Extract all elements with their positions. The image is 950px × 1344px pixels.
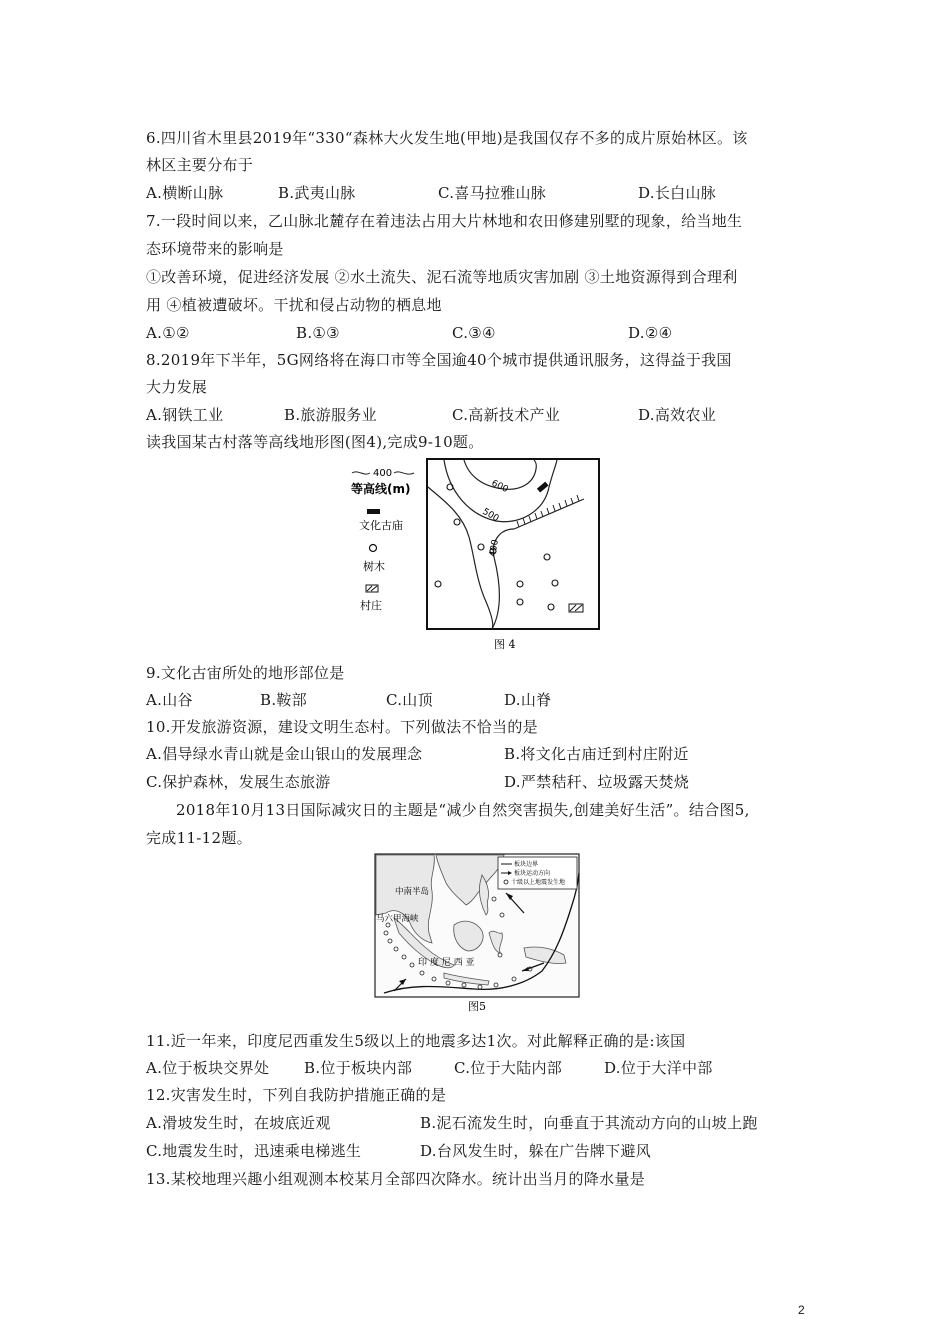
temple-marker	[537, 482, 549, 493]
q9-stem: 9.文化古宙所处的地形部位是	[146, 664, 345, 682]
q11-stem: 11.近一年来，印度尼西重发生5级以上的地震多达1次。对此解释正确的是:该国	[146, 1032, 686, 1050]
q12-option-b: B.泥石流发生时，向垂直于其流动方向的山坡上跑	[420, 1114, 758, 1132]
q6-stem-line1: 6.四川省木里县2019年“330“森林大火发生地(甲地)是我国仅存不多的成片原始林区。该	[146, 129, 748, 147]
q12-stem: 12.灾害发生时，下列自我防护措施正确的是	[146, 1086, 447, 1104]
legend-contour-value: 400	[373, 468, 393, 479]
legend-tree-label: 树木	[363, 560, 385, 573]
label-indonesia: 印 度 尼 西 亚	[418, 958, 475, 968]
q10-option-d: D.严禁秸秆、垃圾露天焚烧	[504, 773, 690, 791]
plate-map-svg	[374, 853, 580, 1015]
q8-option-a: A.钢铁工业	[146, 406, 224, 424]
q10-option-a: A.倡导绿水青山就是金山银山的发展理念	[146, 745, 423, 763]
figure-4-contour-map	[344, 457, 606, 657]
tree-marker	[435, 581, 441, 587]
q7-option-a: A.①②	[146, 324, 190, 342]
q13-stem: 13.某校地理兴趣小组观测本校某月全部四次降水。统计出当月的降水量是	[146, 1170, 646, 1188]
intro-11-12-line2: 完成11-12题。	[146, 829, 252, 847]
figure-5-caption: 图5	[468, 1000, 486, 1013]
q6-option-d: D.长白山脉	[638, 184, 717, 202]
label-strait: 马六甲海峡	[376, 914, 419, 924]
q7-stem-line4: 用 ④植被遭破坏。干扰和侵占动物的栖息地	[146, 296, 442, 314]
q7-stem-line1: 7.一段时间以来，乙山脉北麓存在着违法占用大片林地和农田修建别墅的现象，给当地生	[146, 212, 743, 230]
q7-option-d: D.②④	[628, 324, 673, 342]
legend-contour-sample-right	[394, 472, 414, 474]
q10-option-c: C.保护森林，发展生态旅游	[146, 773, 331, 791]
q7-option-b: B.①③	[296, 324, 340, 342]
legend-quake-label: 十级以上地震发生地	[511, 879, 566, 886]
legend-tree-icon	[370, 545, 377, 552]
q6-option-b: B.武夷山脉	[278, 184, 356, 202]
q12-option-d: D.台风发生时，躲在广告牌下避风	[420, 1142, 652, 1160]
tree-marker	[544, 554, 550, 560]
tree-marker	[517, 581, 523, 587]
legend-contour-label: 等高线(m)	[351, 482, 411, 496]
contour-map-svg	[344, 457, 606, 657]
q10-option-b: B.将文化古庙迁到村庄附近	[504, 745, 689, 763]
q7-stem-line2: 态环境带来的影响是	[146, 240, 284, 258]
q11-option-b: B.位于板块内部	[304, 1059, 413, 1077]
q8-stem-line1: 8.2019年下半年，5G网络将在海口市等全国逾40个城市提供通讯服务，这得益于我国	[146, 351, 732, 369]
tree-marker	[478, 544, 484, 550]
q6-option-c: C.喜马拉雅山脉	[438, 184, 547, 202]
contour-label-500: 500	[480, 506, 501, 525]
q6-option-a: A.横断山脉	[146, 184, 224, 202]
page-number: 2	[798, 1303, 805, 1317]
tree-marker	[548, 604, 554, 610]
legend-temple-icon	[367, 509, 380, 514]
q9-option-c: C.山顶	[386, 691, 433, 709]
legend-motion-label: 板块运动方向	[514, 870, 551, 877]
q9-option-b: B.鞍部	[260, 691, 307, 709]
q8-option-b: B.旅游服务业	[284, 406, 377, 424]
q12-option-a: A.滑坡发生时，在坡底近观	[146, 1114, 331, 1132]
figure-5-plate-map	[374, 853, 580, 1015]
q12-option-c: C.地震发生时，迅速乘电梯逃生	[146, 1142, 362, 1160]
figure-4-caption: 图 4	[494, 638, 516, 651]
contour-label-600: 600	[489, 478, 510, 495]
q8-option-d: D.高效农业	[638, 406, 717, 424]
q8-option-c: C.高新技术产业	[452, 406, 561, 424]
legend-temple-label: 文化古庙	[359, 519, 403, 532]
q7-stem-line3: ①改善环境，促进经济发展 ②水土流失、泥石流等地质灾害加剧 ③土地资源得到合理利	[146, 268, 738, 286]
label-peninsula: 中南半岛	[395, 887, 430, 897]
intro-11-12-line1: 2018年10月13日国际减灾日的主题是“减少自然突害损失,创建美好生活”。结合图5,	[176, 801, 750, 819]
tree-marker	[517, 599, 523, 605]
q9-option-d: D.山脊	[504, 691, 552, 709]
cliff-hatch	[517, 495, 579, 527]
q11-option-d: D.位于大洋中部	[604, 1059, 713, 1077]
intro-9-10: 读我国某古村落等高线地形图(图4),完成9-10题。	[146, 433, 484, 451]
q10-stem: 10.开发旅游资源，建设文明生态村。下列做法不恰当的是	[146, 718, 538, 736]
q8-stem-line2: 大力发展	[146, 378, 208, 396]
legend-boundary-label: 板块边界	[514, 861, 539, 868]
contour-label-400: 400	[488, 538, 501, 558]
q9-option-a: A.山谷	[146, 691, 193, 709]
q11-option-a: A.位于板块交界处	[146, 1059, 270, 1077]
legend-contour-sample-left	[352, 472, 370, 474]
tree-marker	[454, 519, 460, 525]
q6-stem-line2: 林区主要分布于	[146, 156, 254, 174]
q11-option-c: C.位于大陆内部	[454, 1059, 563, 1077]
q7-option-c: C.③④	[452, 324, 496, 342]
contour-400-left	[428, 487, 493, 629]
legend-village-label: 村庄	[360, 599, 382, 612]
tree-marker	[552, 580, 558, 586]
